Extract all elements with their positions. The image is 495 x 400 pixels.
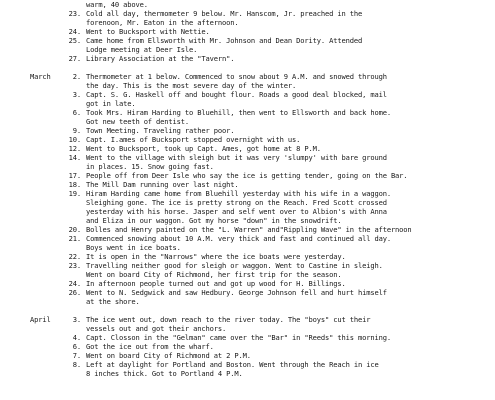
entry-month: [30, 36, 64, 45]
entry-day: 22.: [68, 252, 81, 261]
entry-month: [30, 135, 64, 144]
diary-entry: [30, 144, 481, 153]
entry-month: [30, 261, 64, 270]
entry-text: The Mill Dam running over last night.: [86, 180, 239, 189]
entry-month: [30, 0, 64, 9]
entry-text: Commenced snowing about 10 A.M. very thick and fast and continued all day.: [86, 234, 391, 243]
diary-entry: [30, 36, 481, 45]
diary-entry: [30, 360, 481, 369]
entry-day: 12.: [68, 144, 81, 153]
diary-entry: [30, 108, 481, 117]
entry-continuation-line: and Eliza in our waggon. Got my horse "down" in the snowdrift.: [86, 216, 342, 225]
entry-day: 18.: [68, 180, 81, 189]
entry-day: 6.: [72, 342, 81, 351]
entry-text: Went to Bucksport, took up Capt. Ames, got home at 8 P.M.: [86, 144, 321, 153]
entry-continuation-line: Got new teeth of dentist.: [86, 117, 190, 126]
entry-day: [64, 0, 86, 9]
diary-entry: [30, 153, 481, 162]
entry-continuation-line: 8 inches thick. Got to Portland 4 P.M.: [86, 369, 243, 378]
diary-entry: [30, 135, 481, 144]
entry-day: 23.: [68, 261, 81, 270]
entry-day: 19.: [68, 189, 81, 198]
diary-entry: [30, 9, 481, 18]
entry-month: [30, 108, 64, 117]
entry-month: [30, 252, 64, 261]
entry-day: 10.: [68, 135, 81, 144]
entry-text: Thermometer at 1 below. Commenced to snow about 9 A.M. and snowed through: [86, 72, 387, 81]
entry-month: [30, 153, 64, 162]
entry-day: 20.: [68, 225, 81, 234]
entry-day: 14.: [68, 153, 81, 162]
entry-day: 26.: [68, 288, 81, 297]
entry-text: warm, 40 above.: [86, 0, 148, 9]
entry-text: Went on board City of Richmond at 2 P.M.: [86, 351, 251, 360]
entry-day: 4.: [72, 333, 81, 342]
entry-text: Left at daylight for Portland and Boston. Went through the Reach in ice: [86, 360, 379, 369]
entry-month: [30, 9, 64, 18]
entry-day: 3.: [72, 90, 81, 99]
block-gap: [30, 306, 481, 315]
entry-continuation-line: Lodge meeting at Deer Isle.: [86, 45, 198, 54]
entry-month: April: [30, 315, 51, 324]
entry-text: Took Mrs. Hiram Harding to Bluehill, then went to Ellsworth and back home.: [86, 108, 391, 117]
diary-entry: [30, 126, 481, 135]
entry-month: [30, 333, 64, 342]
entry-day: 23.: [68, 9, 81, 18]
entry-month: [30, 234, 64, 243]
diary-entry: [30, 225, 481, 234]
entry-day: 24.: [68, 279, 81, 288]
diary-entry: [30, 333, 481, 342]
diary-entry: [30, 342, 481, 351]
diary-entry: [30, 27, 481, 36]
diary-entry: [30, 0, 481, 9]
entry-continuation-line: yesterday with his horse. Jasper and self went over to Albion's with Anna: [86, 207, 387, 216]
entry-month: [30, 171, 64, 180]
entry-day: 24.: [68, 27, 81, 36]
entry-text: Library Association at the "Tavern".: [86, 54, 235, 63]
entry-month: [30, 351, 64, 360]
entry-continuation-line: at the shore.: [86, 297, 140, 306]
diary-entry: [30, 189, 481, 198]
entry-month: [30, 27, 64, 36]
entry-text: Went to Bucksport with Nettie.: [86, 27, 210, 36]
entry-month: [30, 90, 64, 99]
entry-day: 25.: [68, 36, 81, 45]
diary-entry: [30, 234, 481, 243]
entry-month: [30, 144, 64, 153]
entry-text: Capt. Closson in the "Gelman" came over the "Bar" in "Reeds" this morning.: [86, 333, 391, 342]
entry-day: 3.: [72, 315, 81, 324]
entry-text: It is open in the "Narrows" where the ice boats were yesterday.: [86, 252, 346, 261]
entry-continuation-line: Sleighing gone. The ice is pretty strong on the Reach. Fred Scott crossed: [86, 198, 387, 207]
entry-text: Capt. S. G. Haskell off and bought flour. Roads a good deal blocked, mail: [86, 90, 387, 99]
diary-entry: [30, 315, 481, 324]
entry-month: [30, 360, 64, 369]
entry-month: [30, 126, 64, 135]
entry-day: 27.: [68, 54, 81, 63]
entry-text: Capt. I.ames of Bucksport stopped overnight with us.: [86, 135, 301, 144]
diary-entry: [30, 351, 481, 360]
diary-entry: [30, 252, 481, 261]
diary-entry: [30, 171, 481, 180]
entry-day: 17.: [68, 171, 81, 180]
entry-text: Bolles and Henry painted on the "L. Warren" and"Rippling Wave" in the afternoon: [86, 225, 412, 234]
entry-text: Went to the village with sleigh but it was very 'slumpy' with bare ground: [86, 153, 387, 162]
entry-day: 6.: [72, 108, 81, 117]
entry-continuation-line: Went on board City of Richmond, her first trip for the season.: [86, 270, 342, 279]
entry-month: March: [30, 72, 51, 81]
entry-continuation-line: forenoon, Mr. Eaton in the afternoon.: [86, 18, 239, 27]
entry-continuation-line: the day. This is the most severe day of the winter.: [86, 81, 297, 90]
entry-text: Town Meeting. Traveling rather poor.: [86, 126, 235, 135]
entry-month: [30, 180, 64, 189]
diary-entry: [30, 54, 481, 63]
entry-day: 2.: [72, 72, 81, 81]
entry-day: 9.: [72, 126, 81, 135]
entry-text: Hiram Harding came home from Bluehill yesterday with his wife in a waggon.: [86, 189, 391, 198]
diary-entry: [30, 279, 481, 288]
entry-continuation-line: Boys went in ice boats.: [86, 243, 181, 252]
entry-continuation-line: in places. 15. Snow going fast.: [86, 162, 214, 171]
diary-entry: [30, 288, 481, 297]
entry-month: [30, 225, 64, 234]
diary-entry: [30, 261, 481, 270]
entry-continuation-line: vessels out and got their anchors.: [86, 324, 227, 333]
entry-text: Travelling neither good for sleigh or waggon. Went to Castine in sleigh.: [86, 261, 383, 270]
diary-entry: [30, 72, 481, 81]
entry-day: 8.: [72, 360, 81, 369]
entry-text: In afternoon people turned out and got up wood for H. Billings.: [86, 279, 346, 288]
entry-month: [30, 342, 64, 351]
entry-text: Came home from Ellsworth with Mr. Johnson and Dean Dority. Attended: [86, 36, 363, 45]
entry-text: The ice went out, down reach to the river today. The "boys" cut their: [86, 315, 371, 324]
entry-day: 21.: [68, 234, 81, 243]
diary-entry: [30, 90, 481, 99]
entry-text: Got the ice out from the wharf.: [86, 342, 214, 351]
entry-text: Cold all day, thermometer 9 below. Mr. Hanscom, Jr. preached in the: [86, 9, 363, 18]
entry-month: [30, 189, 64, 198]
entry-month: [30, 279, 64, 288]
entry-day: 7.: [72, 351, 81, 360]
entry-continuation-line: got in late.: [86, 99, 136, 108]
diary-entry: [30, 180, 481, 189]
entry-month: [30, 54, 64, 63]
entry-month: [30, 288, 64, 297]
block-gap: [30, 63, 481, 72]
entry-text: People off from Deer Isle who say the ice is getting tender, going on the Bar.: [86, 171, 408, 180]
entry-text: Went to N. Sedgwick and saw Hedbury. George Johnson fell and hurt himself: [86, 288, 387, 297]
